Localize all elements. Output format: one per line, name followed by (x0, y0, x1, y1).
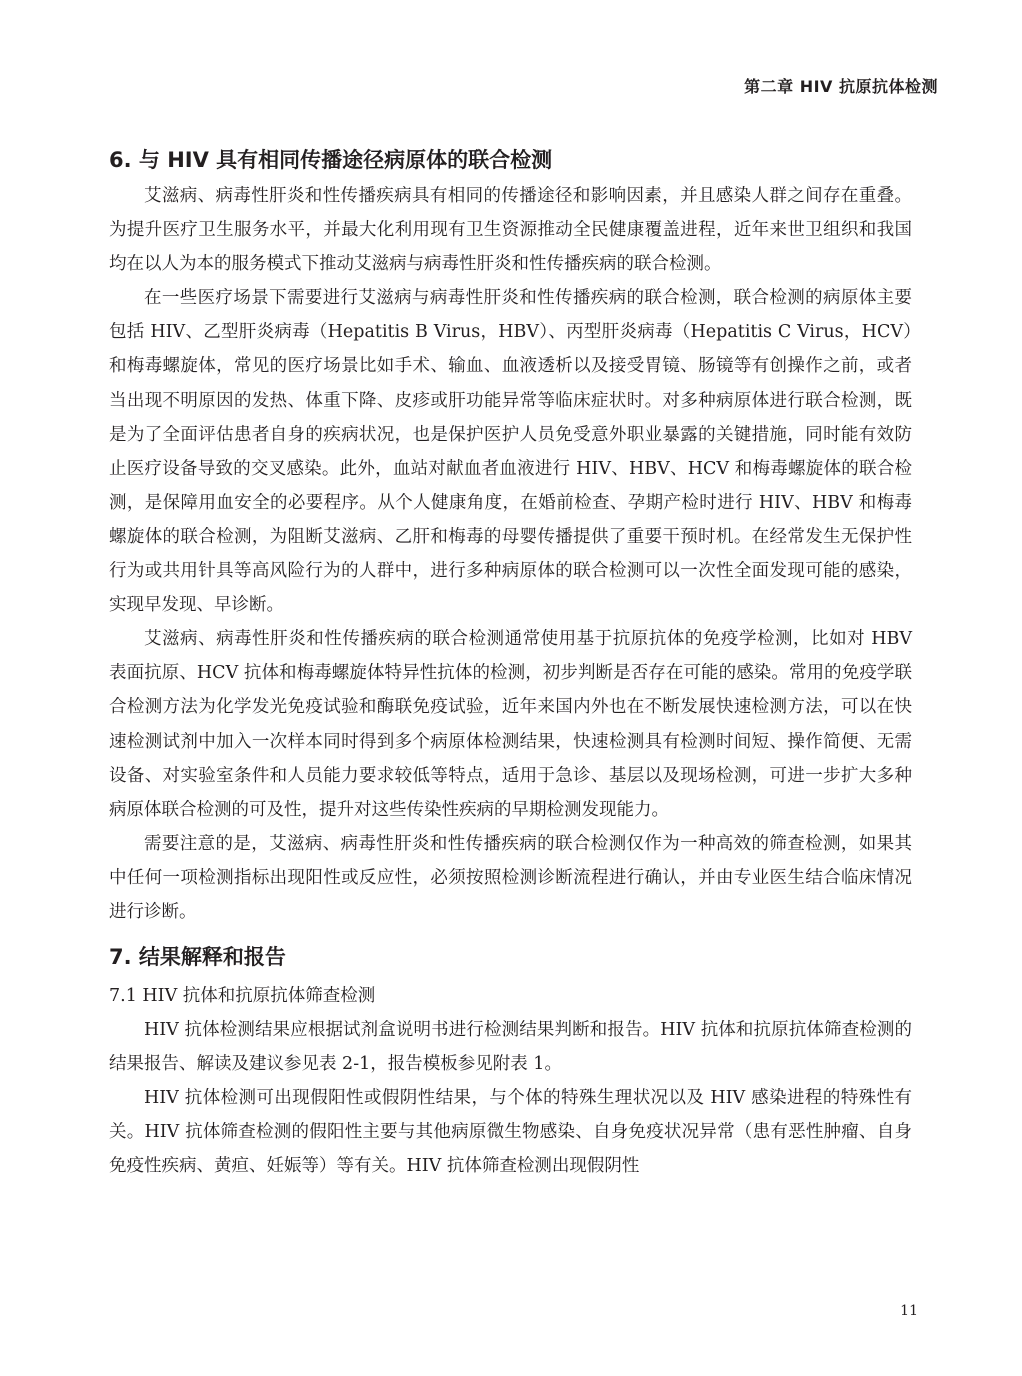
page-body (109, 144, 912, 1184)
section-6-paragraph-2: 在一些医疗场景下需要进行艾滋病与病毒性肝炎和性传播疾病的联合检测，联合检测的病原体主要包括 HIV、乙型肝炎病毒（Hepatitis B Virus，HBV）、丙型肝炎病毒（Hepatitis C Virus，HCV）和梅毒螺旋体，常见的医疗场景比如手术、输血、血液透析以及接受胃镜、肠镜等有创操作之前，或者当出现不明原因的发热、体重下降、皮疹或肝功能异常等临床症状时。对多种病原体进行联合检测，既是为了全面评估患者自身的疾病状况，也是保护医护人员免受意外职业暴露的关键措施，同时能有效防止医疗设备导致的交叉感染。此外，血站对献血者血液进行 HIV、HBV、HCV 和梅毒螺旋体的联合检测，是保障用血安全的必要程序。从个人健康角度，在婚前检查、孕期产检时进行 HIV、HBV 和梅毒螺旋体的联合检测，为阻断艾滋病、乙肝和梅毒的母婴传播提供了重要干预时机。在经常发生无保护性行为或共用针具等高风险行为的人群中，进行多种病原体的联合检测可以一次性全面发现可能的感染，实现早发现、早诊断。 (109, 288, 912, 616)
subsection-7-1-heading: 7.1 HIV 抗体和抗原抗体筛查检测 (109, 986, 376, 1007)
page-number: 11 (900, 1303, 918, 1319)
subsection-7-1-paragraph-2: HIV 抗体检测可出现假阳性或假阴性结果，与个体的特殊生理状况以及 HIV 感染进程的特殊性有关。HIV 抗体筛查检测的假阳性主要与其他病原微生物感染、自身免疫状况异常（患有恶性肿瘤、自身免疫性疾病、黄疸、妊娠等）等有关。HIV 抗体筛查检测出现假阴性 (109, 1088, 912, 1177)
section-7-heading: 7. 结果解释和报告 (109, 945, 286, 970)
section-6-heading: 6. 与 HIV 具有相同传播途径病原体的联合检测 (109, 148, 553, 172)
section-6-paragraph-4: 需要注意的是，艾滋病、病毒性肝炎和性传播疾病的联合检测仅作为一种高效的筛查检测，如果其中任何一项检测指标出现阳性或反应性，必须按照检测诊断流程进行确认，并由专业医生结合临床情况进行诊断。 (109, 833, 912, 922)
section-6-paragraph-1: 艾滋病、病毒性肝炎和性传播疾病具有相同的传播途径和影响因素，并且感染人群之间存在重叠。为提升医疗卫生服务水平，并最大化利用现有卫生资源推动全民健康覆盖进程，近年来世卫组织和我国均在以人为本的服务模式下推动艾滋病与病毒性肝炎和性传播疾病的联合检测。 (109, 186, 912, 275)
running-header-chapter-title: 第二章 HIV 抗原抗体检测 (744, 77, 938, 96)
section-6-paragraph-3: 艾滋病、病毒性肝炎和性传播疾病的联合检测通常使用基于抗原抗体的免疫学检测，比如对 HBV 表面抗原、HCV 抗体和梅毒螺旋体特异性抗体的检测，初步判断是否存在可能的感染。常用的免疫学联合检测方法为化学发光免疫试验和酶联免疫试验，近年来国内外也在不断发展快速检测方法，可以在快速检测试剂中加入一次样本同时得到多个病原体检测结果，快速检测具有检测时间短、操作简便、无需设备、对实验室条件和人员能力要求较低等特点，适用于急诊、基层以及现场检测，可进一步扩大多种病原体联合检测的可及性，提升对这些传染性疾病的早期检测发现能力。 (109, 629, 912, 820)
subsection-7-1-paragraph-1: HIV 抗体检测结果应根据试剂盒说明书进行检测结果判断和报告。HIV 抗体和抗原抗体筛查检测的结果报告、解读及建议参见表 2-1，报告模板参见附表 1。 (109, 1020, 912, 1075)
